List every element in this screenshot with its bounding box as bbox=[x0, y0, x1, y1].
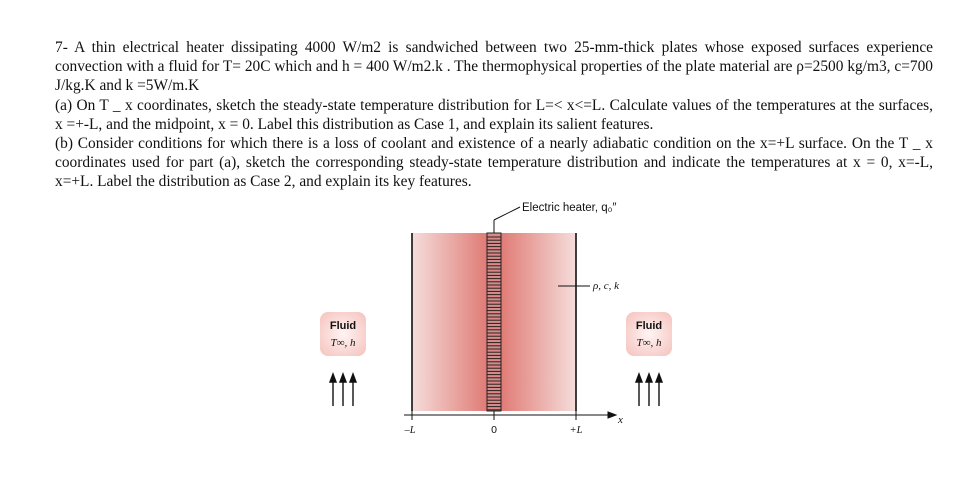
fluid-right-sub: T∞, h bbox=[636, 337, 662, 349]
fluid-right-title: Fluid bbox=[635, 320, 663, 332]
fluid-left-box bbox=[320, 312, 366, 356]
heater-strip bbox=[487, 233, 501, 411]
part-b-question: (b) Consider conditions for which there is a loss of coolant and existence of a nearly adiabatic condition on the x=+L surface. On the T _ x coordinates used for part (a), sketch the corresponding steady-state temperature distribution and indicate the temperatures at x = 0, x=-L, x=+L. Label the distribution as Case 2, and explain its key features. bbox=[55, 135, 933, 191]
tick-pos-l: +L bbox=[569, 425, 583, 436]
left-plate bbox=[412, 233, 488, 411]
up-arrows-left-icon bbox=[330, 374, 356, 406]
heater-diagram bbox=[300, 196, 700, 446]
fluid-left-sub: T∞, h bbox=[330, 337, 356, 349]
tick-neg-l: –L bbox=[404, 425, 416, 436]
problem-statement: 7- A thin electrical heater dissipating 4000 W/m2 is sandwiched between two 25-mm-thick plates whose exposed surfaces experience convection with a fluid for T= 20C which and h = 400 W/m2.k . The thermophysical properties of the plate material are ρ=2500 kg/m3, c=700 J/kg.K and k =5W/m.K bbox=[55, 39, 933, 95]
up-arrows-right-icon bbox=[636, 374, 662, 406]
part-a-question: (a) On T _ x coordinates, sketch the steady-state temperature distribution for L=< x<=L. Calculate values of the temperatures at the surfaces, x =+-L, and the midpoint, x = 0. Label this distribution as Case 1, and explain its salient features. bbox=[55, 96, 933, 133]
tick-zero: 0 bbox=[491, 424, 497, 436]
right-plate bbox=[500, 233, 576, 411]
problem-text bbox=[55, 38, 933, 192]
property-label: ρ, c, k bbox=[593, 280, 620, 292]
heater-label: Electric heater, q₀″ bbox=[522, 202, 617, 214]
fluid-right-box bbox=[626, 312, 672, 356]
fluid-left-title: Fluid bbox=[329, 320, 357, 332]
x-axis-label: x bbox=[618, 414, 623, 426]
